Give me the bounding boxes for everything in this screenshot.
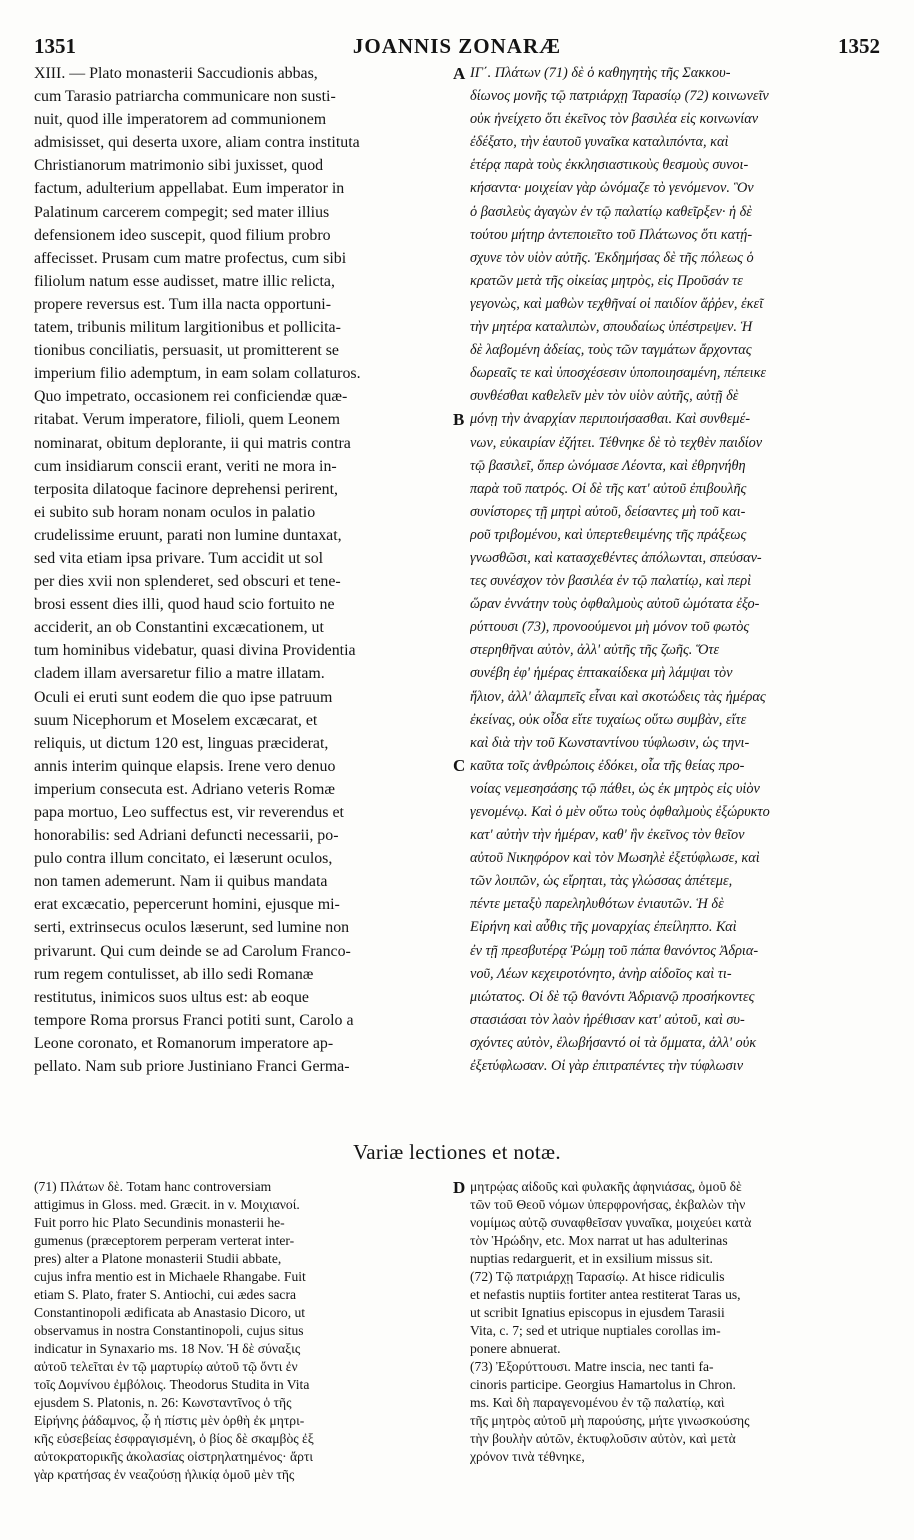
note-line: cinoris participe. Georgius Hamartolus in Chron. <box>470 1377 736 1392</box>
latin-text-line: cum insidiarum conscii erant, veriti ne mora in- <box>34 457 337 475</box>
latin-text-line: cum Tarasio patriarcha communicare non susti- <box>34 88 336 106</box>
margin-marker-c: C <box>453 756 466 775</box>
latin-text-line: factum, adulterium appellabat. Eum imperator in <box>34 180 345 198</box>
greek-text-line: ροῦ τριβομένου, καὶ ὑπερτεθειμένης τῆς πράξεως <box>470 526 747 543</box>
greek-text-line: παρὰ τοῦ πατρός. Οἱ δὲ τῆς κατ' αὐτοῦ ἐπιβουλῆς <box>470 480 747 497</box>
greek-text-line: αὐτοῦ Νικηφόρον καὶ τὸν Μωσηλὲ ἐξετύφλωσε, καὶ <box>470 850 760 867</box>
latin-text-line: acciderit, an ob Constantini excæcationem, ut <box>34 619 324 637</box>
greek-text-line: ἑτέρᾳ παρὰ τοὺς ἐκκλησιαστικοὺς θεσμοὺς συνοι- <box>470 157 749 174</box>
note-line: Vita, c. 7; sed et utrique nuptiales corollas im- <box>470 1323 721 1338</box>
latin-text-line: honorabilis: sed Adriani defuncti necessarii, po- <box>34 827 339 845</box>
latin-text-line: pellato. Nam sub priore Justiniano Franci Germa- <box>34 1058 350 1076</box>
latin-text-line: Palatinum carcerem compegit; sed mater illius <box>34 203 330 221</box>
note-line: Εἰρήνης ῥάδαμνος, ᾧ ἡ πίστις μὲν ὀρθὴ ἐκ μητρι- <box>34 1413 305 1428</box>
latin-text-line: tum hominibus videbatur, quasi divina Providentia <box>34 642 356 660</box>
greek-text-line: συνθέσθαι καθελεῖν μὲν τὸν υἱὸν αὐτῆς, αὐτῇ δὲ <box>470 388 739 405</box>
latin-text-line: nuit, quod ille imperatorem ad communionem <box>34 111 327 129</box>
greek-text-line: κατ' αὐτὴν τὴν ἡμέραν, καθ' ἣν ἐκεῖνος τὸν θεῖον <box>470 827 745 844</box>
greek-text-line: κρατῶν μετὰ τῆς οἰκείας μητρὸς, εἰς Προῦσάν τε <box>470 272 743 289</box>
latin-column <box>34 62 456 1078</box>
note-line: attigimus in Gloss. med. Græcit. in v. Μοιχιανοί. <box>34 1197 300 1212</box>
greek-text-line: ἐν τῇ πρεσβυτέρᾳ Ῥώμῃ τοῦ πάπα θανόντος Ἀδρια- <box>470 942 759 959</box>
page-number-left: 1351 <box>34 34 76 58</box>
latin-text-line: tempore Roma prorsus Franci potiti sunt, Carolo a <box>34 1011 354 1029</box>
latin-text-line: defensionem ideo suscepit, quod filium probro <box>34 226 331 244</box>
latin-text-line: reliquis, ut dictum 120 est, linguas præciderat, <box>34 734 329 752</box>
note-line: pres) alter a Platone monasterii Studii abbate, <box>34 1251 282 1266</box>
latin-text-line: Christianorum matrimonio sibi juxisset, quod <box>34 157 324 175</box>
notes-section-title: Variæ lectiones et notæ. <box>353 1140 561 1164</box>
latin-text-line: ei subito sub horam nonam oculos in palatio <box>34 503 316 521</box>
latin-text-line: Quo impetrato, occasionem rei conficiendæ quæ- <box>34 388 348 406</box>
page-number-right: 1352 <box>838 34 880 58</box>
note-line: κῆς εὐσεβείας ἐσφραγισμένη, ὁ βίος δὲ σκαμβὸς ἐξ <box>34 1431 314 1446</box>
latin-text-line: serti, extrinsecus oculos læserunt, sed lumine non <box>34 919 350 937</box>
greek-text-line: ὁ βασιλεὺς ἀγαγὼν ἐν τῷ παλατίῳ καθεῖρξεν· ἡ δὲ <box>470 203 752 220</box>
note-line: ejusdem S. Platonis, n. 26: Κωνσταντῖνος ὁ τῆς <box>34 1395 292 1410</box>
latin-text-line: suum Nicephorum et Moselem excæcarat, et <box>34 711 318 729</box>
greek-text-line: στασιάσαι τὸν λαὸν ἠρέθισαν κατ' αὐτοῦ, καὶ συ- <box>470 1011 745 1028</box>
greek-text-line: μόνῃ τὴν ἀναρχίαν περιποιήσασθαι. Καὶ συνθεμέ- <box>470 411 750 428</box>
latin-text-line: erat excæcatio, pepercerunt homini, ejusque mi- <box>34 896 340 914</box>
note-line: τὸν Ἡρώδην, etc. Mox narrat ut has adulterinas <box>470 1233 728 1248</box>
greek-text-line: ρύττουσι (73), προνοούμενοι μὴ μόνον τοῦ φωτὸς <box>470 619 750 636</box>
greek-text-line: δὲ λαβομένη ἀδείας, τοὺς τῶν ταγμάτων ἄρχοντας <box>470 342 752 359</box>
latin-text-line: admisisset, qui deserta uxore, aliam contra instituta <box>34 134 360 152</box>
greek-text-line: νοίας νεμεσησάσης τῷ πάθει, ὡς ἐκ μητρὸς εἰς υἱὸν <box>470 780 760 797</box>
greek-text-line: τὴν μητέρα καταλιπὼν, σπουδαίως ὑπέστρεψεν. Ἡ <box>470 319 753 336</box>
latin-text-line: annis interim quinque elapsis. Irene vero denuo <box>34 757 336 775</box>
latin-text-line: sed vita etiam ipsa privare. Tum accidit ut sol <box>34 549 324 567</box>
latin-text-line: brosi essent dies illi, quod haud scio fortuito ne <box>34 596 335 614</box>
greek-text-line: νοῦ, Λέων κεχειροτόνητο, ἀνὴρ αἰδοῖος καὶ τι- <box>470 965 732 982</box>
greek-text-line: γεγονὼς, καὶ μαθὼν τεχθῆναί οἱ παιδίον ἄῤῥεν, ἐκεῖ <box>470 295 764 312</box>
greek-text-line: τῷ βασιλεῖ, ὅπερ ὠνόμασε Λέοντα, καὶ ἐθρηνήθη <box>470 457 746 474</box>
latin-text-line: imperium consecuta est. Adriano veteris Romæ <box>34 780 335 798</box>
latin-text-line: crudelissime eruunt, parati non lumine duntaxat, <box>34 526 342 544</box>
greek-text-line: δίωνος μονῆς τῷ πατριάρχῃ Ταρασίῳ (72) κοινωνεῖν <box>470 88 769 105</box>
greek-text-line: καὶ διὰ τὴν τοῦ Κωνσταντίνου τύφλωσιν, ὡς τηνι- <box>470 734 750 751</box>
latin-text-line: cladem illam aversaretur filio a matre illatam. <box>34 665 325 683</box>
greek-column <box>470 62 882 1078</box>
latin-text-line: Oculi ei eruti sunt eodem die quo ipse patruum <box>34 688 333 706</box>
note-line: Constantinopoli ædificata ab Anastasio Dicoro, ut <box>34 1305 306 1320</box>
latin-text-line: ritabat. Verum imperatore, filioli, quem Leonem <box>34 411 340 429</box>
greek-text-line: συνέβη ἐφ' ἡμέρας ἑπτακαίδεκα μὴ λάμψαι τὸν <box>470 665 733 682</box>
greek-text-line: κήσαντα· μοιχείαν γὰρ ὠνόμαζε τὸ γενόμενον. Ὃν <box>470 180 754 197</box>
latin-text-line: per dies xvii non splenderet, sed obscuri et tene- <box>34 573 341 591</box>
greek-text-line: γενομένῳ. Καὶ ὁ μὲν οὕτω τοὺς ὀφθαλμοὺς ἐξώρυκτο <box>470 804 770 820</box>
note-line: gumenus (præceptorem perperam verterat inter- <box>34 1233 295 1248</box>
note-line: νομίμως αὐτῷ συναφθεῖσαν γυναῖκα, μοιχεύει κατὰ <box>470 1215 752 1230</box>
latin-text-line: pulo contra illum concitato, ei læserunt oculos, <box>34 850 333 868</box>
note-line: αὐτοκρατορικῆς ἀκολασίας οἰστρηλατημένος· ἄρτι <box>34 1449 314 1464</box>
note-line: αὐτοῦ τελεῖται ἐν τῷ μαρτυρίῳ αὐτοῦ τῷ ὄντι ἐν <box>34 1359 298 1374</box>
greek-text-line: σχυνε τὸν υἱὸν αὐτῆς. Ἐκδημήσας δὲ τῆς πόλεως ὁ <box>470 249 754 266</box>
greek-text-line: μιώτατος. Οἱ δὲ τῷ θανόντι Ἀδριανῷ προσήκοντες <box>470 988 755 1005</box>
greek-text-line: τούτου μήτηρ ἀντεποιεῖτο τοῦ Πλάτωνος ὅτι κατῄ- <box>470 226 753 243</box>
note-line: et nefastis nuptiis fortiter antea restiterat Taras us, <box>470 1287 741 1302</box>
note-line: observamus in nostra Constantinopoli, cujus situs <box>34 1323 304 1338</box>
greek-text-line: πέντε μεταξὺ παρεληλυθότων ἐνιαυτῶν. Ἡ δὲ <box>470 896 724 913</box>
margin-marker-a: A <box>453 64 466 83</box>
greek-text-line: τῶν λοιπῶν, ὡς εἴρηται, τὰς γλώσσας ἀπέτεμε, <box>470 873 733 890</box>
note-line: τῶν τοῦ Θεοῦ νόμων ὑπερφρονήσας, ἐκβαλὼν τὴν <box>470 1197 746 1212</box>
note-line: τῆς μητρὸς αὐτοῦ μὴ παρούσης, μήτε γινωσκούσης <box>470 1413 750 1428</box>
note-line: τὴν βουλὴν αὐτῶν, ἐκτυφλοῦσιν αὐτὸν, καὶ μετὰ <box>470 1431 736 1446</box>
note-line: (71) Πλάτων δὲ. Totam hanc controversiam <box>34 1179 272 1194</box>
greek-text-line: Εἰρήνη καὶ αὖθις τῆς μοναρχίας ἐπείληπτο. Καὶ <box>470 919 737 936</box>
note-line: τοῖς Δομνίνου ἐμβόλοις. Theodorus Studita in Vita <box>34 1377 310 1392</box>
notes-right-column <box>470 1178 882 1466</box>
greek-text-line: ἐξετύφλωσαν. Οἱ γὰρ ἐπιτραπέντες τὴν τύφλωσιν <box>470 1058 744 1075</box>
greek-text-line: συνίστορες τῇ μητρὶ αὐτοῦ, δείσαντες μὴ τοῦ και- <box>470 503 746 520</box>
latin-text-line: nominarat, obitum deplorante, ii qui matris contra <box>34 434 351 452</box>
latin-text-line: propere reversus est. Tum illa nacta opportuni- <box>34 295 332 313</box>
note-line: ms. Καὶ δὴ παραγενομένου ἐν τῷ παλατίῳ, καὶ <box>470 1395 725 1410</box>
note-line: Fuit porro hic Plato Secundinis monasterii he- <box>34 1215 285 1230</box>
latin-text-line: affecisset. Prusam cum matre profectus, cum sibi <box>34 249 347 267</box>
latin-text-line: non tamen ademerunt. Nam ii quibus mandata <box>34 873 328 891</box>
latin-text-line: restitutus, inimicos suos ultus est: ab eoque <box>34 988 309 1006</box>
greek-text-line: ὥραν ἐννάτην τοὺς ὀφθαλμοὺς αὐτοῦ ὠμότατα ἐξο- <box>470 596 760 613</box>
greek-text-line: οὐκ ἠνείχετο ὅτι ἐκεῖνος τὸν βασιλέα εἰς κοινωνίαν <box>470 111 759 128</box>
greek-text-line: ΙΓ΄. Πλάτων (71) δὲ ὁ καθηγητὴς τῆς Σακκου- <box>470 65 731 81</box>
note-line: nuptias redarguerit, et in exsilium missus sit. <box>470 1251 713 1266</box>
greek-text-line: δωρεαῖς τε καὶ ὑποσχέσεσιν ὑποποιησαμένη, πέπεικε <box>470 365 767 382</box>
greek-text-line: σχόντες αὐτὸν, ἐλωβήσαντό οἱ τὰ ὄμματα, ἀλλ' οὐκ <box>470 1034 757 1051</box>
note-line: (72) Τῷ πατριάρχῃ Ταρασίῳ. At hisce ridiculis <box>470 1269 725 1284</box>
greek-text-line: ἐδέξατο, τὴν ἑαυτοῦ γυναῖκα καταλιπόντα, καὶ <box>470 134 729 151</box>
note-line: indicatur in Synaxario ms. 18 Nov. Ἡ δὲ σύναξις <box>34 1341 301 1356</box>
running-title: JOANNIS ZONARÆ <box>352 34 562 58</box>
latin-text-line: terposita dilatoque facinore deprehensi perirent, <box>34 480 339 498</box>
margin-marker-b: B <box>453 410 465 429</box>
greek-text-line: νων, εὐκαιρίαν ἐζήτει. Τέθνηκε δὲ τὸ τεχθὲν παιδίον <box>470 434 763 451</box>
note-line: ponere abnuerat. <box>470 1341 561 1356</box>
latin-text-line: privarunt. Qui cum deinde se ad Carolum Franco- <box>34 942 351 960</box>
note-line: (73) Ἐξορύττουσι. Matre inscia, nec tanti fa- <box>470 1359 714 1374</box>
latin-text-line: tatem, tribunis militum largitionibus et pollicita- <box>34 319 341 337</box>
latin-text-line: tionibus conciliatis, persuasit, ut promitterent se <box>34 342 339 360</box>
margin-marker-d: D <box>453 1178 466 1197</box>
latin-text-line: papa mortuo, Leo suffectus est, vir reverendus et <box>34 804 344 821</box>
note-line: ut scribit Ignatius episcopus in ejusdem Tarasii <box>470 1305 725 1320</box>
latin-text-line: rum regem contulisset, ab illo sedi Romanæ <box>34 965 314 983</box>
note-line: etiam S. Plato, frater S. Antiochi, cui ædes sacra <box>34 1287 296 1302</box>
greek-text-line: ἥλιον, ἀλλ' ἀλαμπεῖς εἶναι καὶ σκοτώδεις τὰς ἡμέρας <box>470 688 766 705</box>
latin-text-line: Leone coronato, et Romanorum imperatore ap- <box>34 1034 334 1052</box>
latin-text-line: imperium filio ademptum, in eam solam collaturos. <box>34 365 361 383</box>
greek-text-line: καῦτα τοῖς ἀνθρώποις ἐδόκει, οἷα τῆς θείας προ- <box>470 757 745 774</box>
greek-text-line: τες συνέσχον τὸν βασιλέα ἐν τῷ παλατίῳ, καὶ περὶ <box>470 573 752 590</box>
greek-text-line: ἐκείνας, οὐκ οἶδα εἴτε τυχαίως οὕτω συμβὰν, εἴτε <box>470 711 747 728</box>
greek-text-line: γνωσθῶσι, καὶ κατασχεθέντες ἀπόλωνται, σπεύσαν- <box>470 549 762 566</box>
note-line: χρόνον τινὰ τέθνηκε, <box>470 1449 585 1464</box>
latin-text-line: filiolum natum esse audisset, matre illic relicta, <box>34 272 335 290</box>
latin-text-line: XIII. — Plato monasterii Saccudionis abbas, <box>34 65 318 82</box>
greek-text-line: στερηθῆναι αὐτὸν, ἀλλ' αὐτῆς τῆς ζωῆς. Ὅτε <box>470 642 720 659</box>
note-line: γὰρ κρατήσας ἐν νεαζούσῃ ἡλικίᾳ ὁμοῦ μὲν τῆς <box>34 1467 295 1482</box>
notes-left-column <box>34 1178 448 1484</box>
note-line: cujus infra mentio est in Michaele Rhangabe. Fuit <box>34 1269 306 1284</box>
note-line: μητρῴας αἰδοῦς καὶ φυλακῆς ἀφηνιάσας, ὁμοῦ δὲ <box>470 1179 742 1194</box>
